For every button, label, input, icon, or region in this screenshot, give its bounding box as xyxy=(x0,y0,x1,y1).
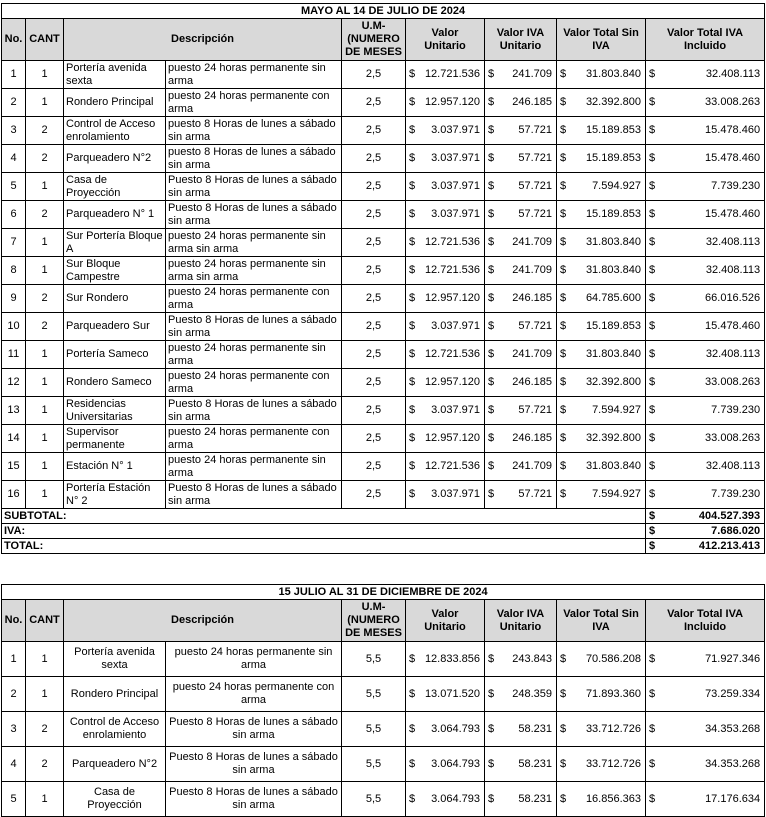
row-servicio: puesto 24 horas permanente sin arma sin arma xyxy=(166,257,342,285)
row-um: 2,5 xyxy=(342,145,406,173)
row-vu: $ 3.064.793 xyxy=(406,712,485,747)
row-servicio: Puesto 8 Horas de lunes a sábado sin arma xyxy=(166,782,342,817)
row-lugar: Sur Bloque Campestre xyxy=(64,257,166,285)
row-cant: 2 xyxy=(26,201,64,229)
row-no: 13 xyxy=(2,397,26,425)
row-no: 10 xyxy=(2,313,26,341)
row-tsi: $ 64.785.600 xyxy=(557,285,646,313)
row-cant: 1 xyxy=(26,61,64,89)
row-no: 14 xyxy=(2,425,26,453)
row-cant: 1 xyxy=(26,642,64,677)
col-no: No. xyxy=(2,600,26,642)
row-servicio: Puesto 8 Horas de lunes a sábado sin arma xyxy=(166,397,342,425)
row-tci: $ 7.739.230 xyxy=(646,397,765,425)
row-tci: $ 71.927.346 xyxy=(646,642,765,677)
table-row xyxy=(2,145,765,173)
row-tci: $ 33.008.263 xyxy=(646,369,765,397)
col-valor-iva: Valor IVA Unitario xyxy=(485,19,557,61)
row-cant: 1 xyxy=(26,341,64,369)
row-vu: $ 12.833.856 xyxy=(406,642,485,677)
row-lugar: Sur Portería Bloque A xyxy=(64,229,166,257)
row-servicio: Puesto 8 Horas de lunes a sábado sin arma xyxy=(166,747,342,782)
row-tsi: $ 31.803.840 xyxy=(557,229,646,257)
row-cant: 2 xyxy=(26,285,64,313)
row-tci: $ 32.408.113 xyxy=(646,257,765,285)
row-no: 4 xyxy=(2,747,26,782)
subtotal-value: $ 404.527.393 xyxy=(646,509,765,524)
row-tsi: $ 7.594.927 xyxy=(557,481,646,509)
col-descripcion: Descripción xyxy=(64,19,342,61)
table-row xyxy=(2,313,765,341)
col-um: U.M- (NUMERO DE MESES xyxy=(342,600,406,642)
table-row xyxy=(2,61,765,89)
col-valor-iva: Valor IVA Unitario xyxy=(485,600,557,642)
row-cant: 1 xyxy=(26,425,64,453)
row-no: 1 xyxy=(2,61,26,89)
row-iva: $ 241.709 xyxy=(485,61,557,89)
row-lugar: Supervisor permanente xyxy=(64,425,166,453)
row-cant: 1 xyxy=(26,229,64,257)
row-cant: 1 xyxy=(26,397,64,425)
table-row xyxy=(2,369,765,397)
row-no: 3 xyxy=(2,117,26,145)
col-descripcion: Descripción xyxy=(64,600,342,642)
row-servicio: Puesto 8 Horas de lunes a sábado sin arma xyxy=(166,313,342,341)
row-um: 2,5 xyxy=(342,341,406,369)
row-vu: $ 3.037.971 xyxy=(406,173,485,201)
row-um: 2,5 xyxy=(342,397,406,425)
row-servicio: puesto 8 Horas de lunes a sábado sin arma xyxy=(166,117,342,145)
iva-value: $ 7.686.020 xyxy=(646,524,765,539)
row-cant: 1 xyxy=(26,782,64,817)
row-vu: $ 3.037.971 xyxy=(406,481,485,509)
row-iva: $ 241.709 xyxy=(485,341,557,369)
row-lugar: Control de Acceso enrolamiento xyxy=(64,712,166,747)
col-total-sin-iva: Valor Total Sin IVA xyxy=(557,19,646,61)
row-um: 2,5 xyxy=(342,453,406,481)
row-lugar: Parqueadero N°2 xyxy=(64,145,166,173)
row-tci: $ 34.353.268 xyxy=(646,712,765,747)
col-cant: CANT xyxy=(26,19,64,61)
row-tsi: $ 33.712.726 xyxy=(557,712,646,747)
row-um: 5,5 xyxy=(342,782,406,817)
row-vu: $ 12.721.536 xyxy=(406,229,485,257)
row-no: 6 xyxy=(2,201,26,229)
row-cant: 1 xyxy=(26,453,64,481)
row-no: 2 xyxy=(2,677,26,712)
row-tsi: $ 31.803.840 xyxy=(557,341,646,369)
row-tsi: $ 7.594.927 xyxy=(557,397,646,425)
row-iva: $ 57.721 xyxy=(485,173,557,201)
row-tci: $ 15.478.460 xyxy=(646,145,765,173)
row-no: 7 xyxy=(2,229,26,257)
row-no: 3 xyxy=(2,712,26,747)
row-vu: $ 12.721.536 xyxy=(406,61,485,89)
row-servicio: puesto 8 Horas de lunes a sábado sin arma xyxy=(166,145,342,173)
row-cant: 1 xyxy=(26,89,64,117)
row-vu: $ 12.957.120 xyxy=(406,285,485,313)
table-row xyxy=(2,425,765,453)
row-vu: $ 12.957.120 xyxy=(406,89,485,117)
row-tsi: $ 7.594.927 xyxy=(557,173,646,201)
row-um: 2,5 xyxy=(342,173,406,201)
row-vu: $ 12.721.536 xyxy=(406,341,485,369)
row-um: 2,5 xyxy=(342,117,406,145)
row-vu: $ 3.037.971 xyxy=(406,145,485,173)
table-may-july xyxy=(1,3,765,554)
row-tci: $ 15.478.460 xyxy=(646,201,765,229)
row-no: 2 xyxy=(2,89,26,117)
row-vu: $ 3.064.793 xyxy=(406,747,485,782)
row-servicio: puesto 24 horas permanente sin arma xyxy=(166,642,342,677)
row-tci: $ 17.176.634 xyxy=(646,782,765,817)
total-label: TOTAL: xyxy=(2,539,557,554)
row-no: 1 xyxy=(2,642,26,677)
row-no: 11 xyxy=(2,341,26,369)
row-servicio: puesto 24 horas permanente con arma xyxy=(166,89,342,117)
row-um: 2,5 xyxy=(342,61,406,89)
row-um: 5,5 xyxy=(342,677,406,712)
row-cant: 2 xyxy=(26,145,64,173)
row-lugar: Casa de Proyección xyxy=(64,173,166,201)
row-servicio: puesto 24 horas permanente con arma xyxy=(166,369,342,397)
row-servicio: Puesto 8 Horas de lunes a sábado sin arma xyxy=(166,201,342,229)
row-tsi: $ 33.712.726 xyxy=(557,747,646,782)
row-tci: $ 66.016.526 xyxy=(646,285,765,313)
col-valor-unitario: Valor Unitario xyxy=(406,19,485,61)
row-lugar: Parqueadero N°2 xyxy=(64,747,166,782)
row-cant: 1 xyxy=(26,173,64,201)
row-servicio: puesto 24 horas permanente con arma xyxy=(166,677,342,712)
row-um: 2,5 xyxy=(342,369,406,397)
table-row xyxy=(2,285,765,313)
col-um: U.M- (NUMERO DE MESES xyxy=(342,19,406,61)
row-vu: $ 3.037.971 xyxy=(406,201,485,229)
row-tci: $ 15.478.460 xyxy=(646,117,765,145)
row-iva: $ 58.231 xyxy=(485,712,557,747)
row-tsi: $ 32.392.800 xyxy=(557,425,646,453)
row-tsi: $ 32.392.800 xyxy=(557,89,646,117)
table-row xyxy=(2,397,765,425)
row-iva: $ 57.721 xyxy=(485,481,557,509)
row-servicio: Puesto 8 Horas de lunes a sábado sin arma xyxy=(166,481,342,509)
row-servicio: Puesto 8 Horas de lunes a sábado sin arma xyxy=(166,712,342,747)
row-iva: $ 57.721 xyxy=(485,397,557,425)
row-um: 5,5 xyxy=(342,712,406,747)
row-tci: $ 33.008.263 xyxy=(646,89,765,117)
row-lugar: Residencias Universitarias xyxy=(64,397,166,425)
row-lugar: Portería Sameco xyxy=(64,341,166,369)
row-iva: $ 57.721 xyxy=(485,313,557,341)
row-iva: $ 57.721 xyxy=(485,145,557,173)
row-iva: $ 241.709 xyxy=(485,229,557,257)
row-servicio: puesto 24 horas permanente con arma xyxy=(166,425,342,453)
table-title: 15 JULIO AL 31 DE DICIEMBRE DE 2024 xyxy=(2,585,765,600)
row-um: 2,5 xyxy=(342,229,406,257)
row-cant: 1 xyxy=(26,257,64,285)
row-tsi: $ 15.189.853 xyxy=(557,145,646,173)
row-iva: $ 57.721 xyxy=(485,117,557,145)
row-tsi: $ 31.803.840 xyxy=(557,257,646,285)
row-no: 9 xyxy=(2,285,26,313)
row-tsi: $ 71.893.360 xyxy=(557,677,646,712)
row-iva: $ 246.185 xyxy=(485,425,557,453)
row-tci: $ 15.478.460 xyxy=(646,313,765,341)
table-row xyxy=(2,782,765,817)
row-cant: 2 xyxy=(26,117,64,145)
col-total-iva-incluido: Valor Total IVA Incluido xyxy=(646,19,765,61)
row-cant: 1 xyxy=(26,481,64,509)
row-tsi: $ 15.189.853 xyxy=(557,117,646,145)
row-lugar: Casa de Proyección xyxy=(64,782,166,817)
col-total-sin-iva: Valor Total Sin IVA xyxy=(557,600,646,642)
row-no: 15 xyxy=(2,453,26,481)
table-title: MAYO AL 14 DE JULIO DE 2024 xyxy=(2,4,765,19)
row-tsi: $ 31.803.840 xyxy=(557,453,646,481)
row-servicio: puesto 24 horas permanente con arma xyxy=(166,285,342,313)
row-um: 2,5 xyxy=(342,425,406,453)
row-vu: $ 3.037.971 xyxy=(406,117,485,145)
col-valor-unitario: Valor Unitario xyxy=(406,600,485,642)
table-row xyxy=(2,257,765,285)
row-tsi: $ 70.586.208 xyxy=(557,642,646,677)
row-lugar: Parqueadero N° 1 xyxy=(64,201,166,229)
row-iva: $ 243.843 xyxy=(485,642,557,677)
row-no: 5 xyxy=(2,173,26,201)
table-row xyxy=(2,201,765,229)
row-tci: $ 73.259.334 xyxy=(646,677,765,712)
table-row xyxy=(2,481,765,509)
row-vu: $ 12.721.536 xyxy=(406,453,485,481)
row-vu: $ 3.037.971 xyxy=(406,397,485,425)
row-iva: $ 246.185 xyxy=(485,369,557,397)
row-lugar: Portería Estación N° 2 xyxy=(64,481,166,509)
row-lugar: Control de Acceso enrolamiento xyxy=(64,117,166,145)
row-servicio: puesto 24 horas permanente sin arma sin arma xyxy=(166,229,342,257)
row-no: 4 xyxy=(2,145,26,173)
row-tci: $ 32.408.113 xyxy=(646,61,765,89)
row-cant: 2 xyxy=(26,712,64,747)
row-um: 5,5 xyxy=(342,747,406,782)
row-tci: $ 32.408.113 xyxy=(646,341,765,369)
row-tci: $ 32.408.113 xyxy=(646,229,765,257)
row-um: 2,5 xyxy=(342,481,406,509)
row-lugar: Parqueadero Sur xyxy=(64,313,166,341)
total-value: $ 412.213.413 xyxy=(646,539,765,554)
row-cant: 1 xyxy=(26,677,64,712)
table-row xyxy=(2,747,765,782)
row-servicio: puesto 24 horas permanente sin arma xyxy=(166,453,342,481)
row-no: 12 xyxy=(2,369,26,397)
row-um: 2,5 xyxy=(342,89,406,117)
row-um: 2,5 xyxy=(342,285,406,313)
subtotal-label: SUBTOTAL: xyxy=(2,509,557,524)
row-lugar: Rondero Principal xyxy=(64,89,166,117)
row-tsi: $ 16.856.363 xyxy=(557,782,646,817)
row-um: 2,5 xyxy=(342,257,406,285)
row-um: 5,5 xyxy=(342,642,406,677)
row-vu: $ 3.037.971 xyxy=(406,313,485,341)
row-servicio: Puesto 8 Horas de lunes a sábado sin arma xyxy=(166,173,342,201)
table-row xyxy=(2,712,765,747)
table-row xyxy=(2,677,765,712)
row-tci: $ 32.408.113 xyxy=(646,453,765,481)
row-no: 16 xyxy=(2,481,26,509)
table-row xyxy=(2,642,765,677)
row-tci: $ 34.353.268 xyxy=(646,747,765,782)
row-no: 8 xyxy=(2,257,26,285)
row-cant: 1 xyxy=(26,369,64,397)
row-tci: $ 7.739.230 xyxy=(646,481,765,509)
table-row xyxy=(2,89,765,117)
row-iva: $ 58.231 xyxy=(485,782,557,817)
row-lugar: Rondero Sameco xyxy=(64,369,166,397)
row-lugar: Portería avenida sexta xyxy=(64,61,166,89)
table-july-december xyxy=(1,584,765,817)
row-iva: $ 248.359 xyxy=(485,677,557,712)
col-total-iva-incluido: Valor Total IVA Incluido xyxy=(646,600,765,642)
row-iva: $ 57.721 xyxy=(485,201,557,229)
row-cant: 2 xyxy=(26,747,64,782)
row-lugar: Sur Rondero xyxy=(64,285,166,313)
table-row xyxy=(2,229,765,257)
row-um: 2,5 xyxy=(342,201,406,229)
row-cant: 2 xyxy=(26,313,64,341)
row-iva: $ 58.231 xyxy=(485,747,557,782)
row-vu: $ 13.071.520 xyxy=(406,677,485,712)
row-iva: $ 241.709 xyxy=(485,257,557,285)
row-tsi: $ 15.189.853 xyxy=(557,313,646,341)
table-row xyxy=(2,173,765,201)
row-tsi: $ 31.803.840 xyxy=(557,61,646,89)
row-tci: $ 7.739.230 xyxy=(646,173,765,201)
col-cant: CANT xyxy=(26,600,64,642)
row-um: 2,5 xyxy=(342,313,406,341)
row-vu: $ 12.957.120 xyxy=(406,425,485,453)
row-lugar: Portería avenida sexta xyxy=(64,642,166,677)
row-iva: $ 241.709 xyxy=(485,453,557,481)
col-no: No. xyxy=(2,19,26,61)
row-iva: $ 246.185 xyxy=(485,89,557,117)
row-vu: $ 12.721.536 xyxy=(406,257,485,285)
row-tsi: $ 32.392.800 xyxy=(557,369,646,397)
row-vu: $ 3.064.793 xyxy=(406,782,485,817)
table-row xyxy=(2,453,765,481)
row-lugar: Estación N° 1 xyxy=(64,453,166,481)
row-vu: $ 12.957.120 xyxy=(406,369,485,397)
table-row xyxy=(2,117,765,145)
row-servicio: puesto 24 horas permanente sin arma xyxy=(166,341,342,369)
iva-label: IVA: xyxy=(2,524,557,539)
row-tsi: $ 15.189.853 xyxy=(557,201,646,229)
row-iva: $ 246.185 xyxy=(485,285,557,313)
row-tci: $ 33.008.263 xyxy=(646,425,765,453)
table-row xyxy=(2,341,765,369)
row-no: 5 xyxy=(2,782,26,817)
row-lugar: Rondero Principal xyxy=(64,677,166,712)
row-servicio: puesto 24 horas permanente sin arma xyxy=(166,61,342,89)
